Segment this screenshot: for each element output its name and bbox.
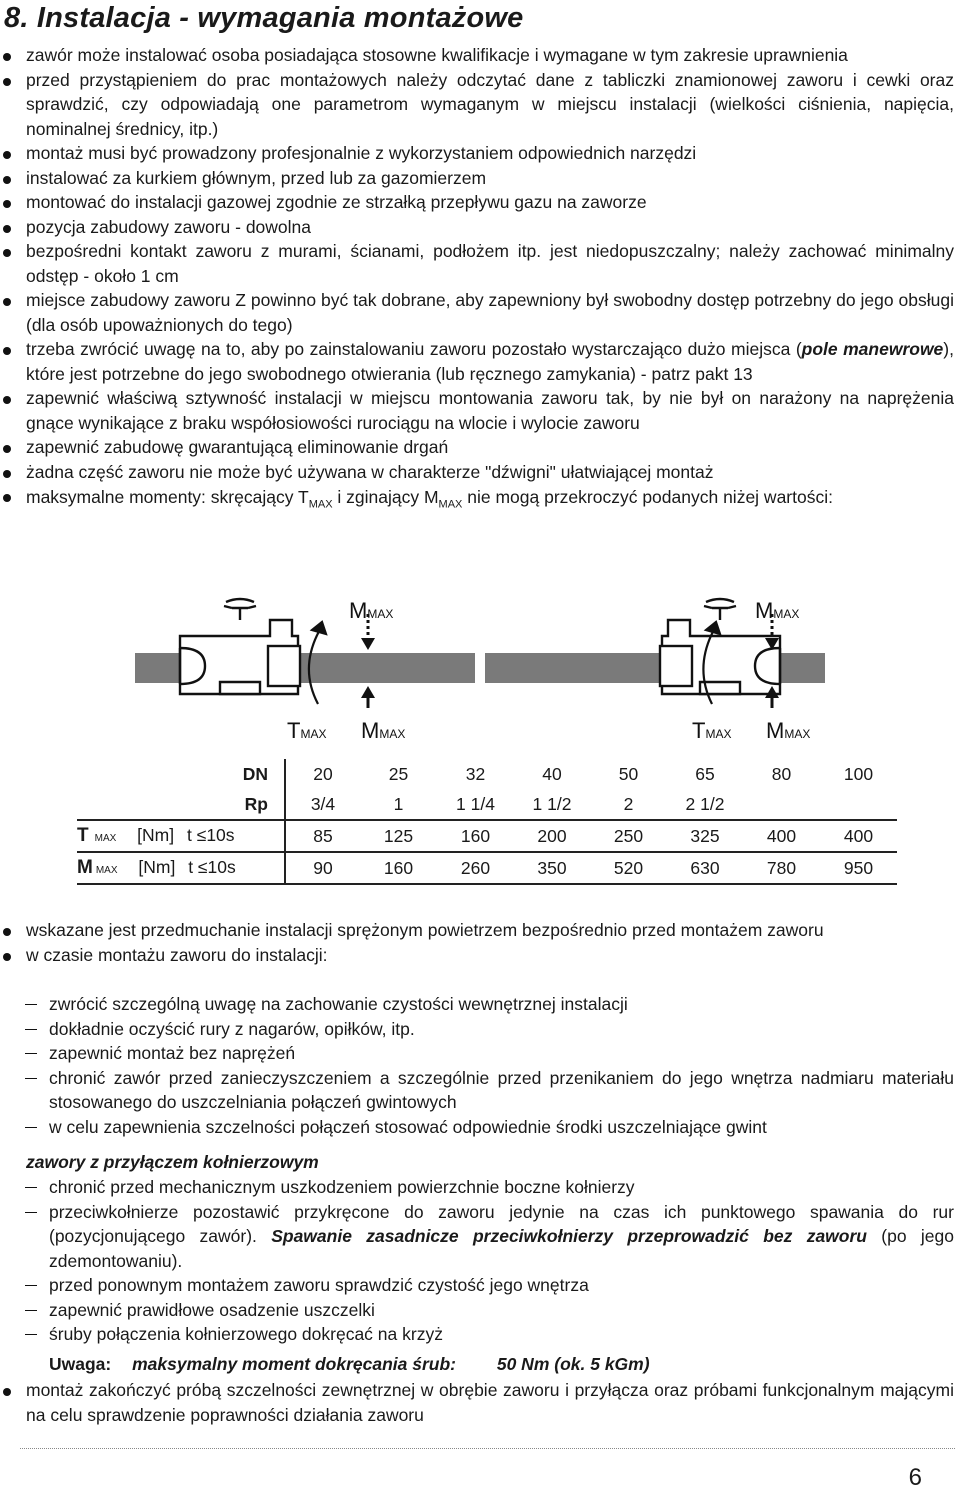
label-m-top-left: MMAX bbox=[349, 598, 394, 623]
flanged-dash-list bbox=[0, 1175, 960, 1347]
list-item: zapewnić zabudowę gwarantującą eliminowanie drgań bbox=[0, 435, 960, 460]
list-item: wskazane jest przedmuchanie instalacji sprężonym powietrzem bezpośrednio przed montażem zaworu bbox=[0, 918, 960, 943]
dash-item: chronić przed mechanicznym uszkodzeniem powierzchnie boczne kołnierzy bbox=[0, 1175, 960, 1200]
list-item: maksymalne momenty: skręcający $T_{MAX}$ i zginający $M_{MAX}$ nie mogą przekroczyć podanych niżej wartości: bbox=[0, 484, 960, 519]
label-m-bottom-right: MMAX bbox=[766, 718, 811, 743]
flanged-valves-heading: zawory z przyłączem kołnierzowym bbox=[26, 1152, 319, 1172]
label-m-bottom-left: MMAX bbox=[361, 718, 406, 743]
dash-item: dokładnie oczyścić rury z nagarów, opiłków, itp. bbox=[0, 1017, 960, 1042]
list-item: miejsce zabudowy zaworu Z powinno być tak dobrane, aby zapewniony był swobodny dostęp potrzebny do jego obsługi (dla osób upoważnionych do tego) bbox=[0, 288, 960, 337]
list-item: żadna część zaworu nie może być używana w charakterze "dźwigni" ułatwiającej montaż bbox=[0, 460, 960, 485]
table-row-dn: DN 20 25 32 40 50 65 80 100 bbox=[77, 759, 897, 789]
mounting-list bbox=[0, 918, 960, 967]
list-item: trzeba zwrócić uwagę na to, aby po zainstalowaniu zaworu pozostało wystarczająco dużo miejsca (pole manewrowe), które jest potrzebne do jego swobodnego otwierania (lub ręcznego zamykania) - patrz pakt 13 bbox=[0, 337, 960, 386]
dash-item: zapewnić montaż bez naprężeń bbox=[0, 1041, 960, 1066]
section-title: 8. Instalacja - wymagania montażowe bbox=[4, 2, 524, 34]
table-row-mmax: M MAX [Nm] t ≤10s 90 160 260 350 520 630 780 950 bbox=[77, 852, 897, 884]
note-value: 50 Nm (ok. 5 kGm) bbox=[496, 1354, 650, 1374]
torque-note bbox=[49, 1352, 650, 1377]
max-moments-table bbox=[77, 759, 897, 885]
footer-divider bbox=[20, 1448, 955, 1449]
label-t-left: TMAX bbox=[287, 718, 327, 743]
welding-warning: Spawanie zasadnicze przeciwkołnierzy przeprowadzić bez zaworu bbox=[271, 1226, 867, 1246]
list-item: bezpośredni kontakt zaworu z murami, ścianami, podłożem itp. jest niedopuszczalny; należy zachować minimalny odstęp - około 1 cm bbox=[0, 239, 960, 288]
dash-item: przeciwkołnierze pozostawić przykręcone do zaworu jedynie na czas ich punktowego spawania do rur (pozycjonującego zawór). Spawanie zasadnicze przeciwkołnierzy przeprowadzić bez zaworu (po jego zdemontowaniu). bbox=[0, 1200, 960, 1274]
dash-item: przed ponownym montażem zaworu sprawdzić czystość jego wnętrza bbox=[0, 1273, 960, 1298]
list-item: zawór może instalować osoba posiadająca stosowne kwalifikacje i wymagane w tym zakresie uprawnienia bbox=[0, 43, 960, 68]
mounting-dash-list bbox=[0, 992, 960, 1139]
maneuver-field-term: pole manewrowe bbox=[801, 339, 944, 359]
list-item: montaż zakończyć próbą szczelności zewnętrznej w obrębie zaworu i przyłącza oraz próbami funkcjonalnym mającymi na celu sprawdzenie poprawności działania zaworu bbox=[0, 1378, 960, 1427]
dash-item: śruby połączenia kołnierzowego dokręcać na krzyż bbox=[0, 1322, 960, 1347]
label-t-right: TMAX bbox=[692, 718, 732, 743]
note-label: Uwaga: bbox=[49, 1354, 112, 1374]
table-row-rp: Rp 3/4 1 1 1/4 1 1/2 2 2 1/2 bbox=[77, 789, 897, 820]
list-item: przed przystąpieniem do prac montażowych należy odczytać dane z tabliczki znamionowej zaworu i cewki oraz sprawdzić, czy odpowiadają one parametrom wymaganym w miejscu instalacji (wielkości ciśnienia, napięcia, nominalnej średnicy, itp.) bbox=[0, 68, 960, 142]
list-item: instalować za kurkiem głównym, przed lub za gazomierzem bbox=[0, 166, 960, 191]
list-item: montować do instalacji gazowej zgodnie ze strzałką przepływu gazu na zaworze bbox=[0, 190, 960, 215]
page-number: 6 bbox=[908, 1464, 922, 1491]
dash-item: chronić zawór przed zanieczyszczeniem a szczególnie przed przenikaniem do jego wnętrza nadmiaru materiału stosowanego do uszczelniania połączeń gwintowych bbox=[0, 1066, 960, 1115]
list-item: montaż musi być prowadzony profesjonalnie z wykorzystaniem odpowiednich narzędzi bbox=[0, 141, 960, 166]
list-item: zapewnić właściwą sztywność instalacji w miejscu montowania zaworu tak, by nie był on narażony na naprężenia gnące wynikające z braku współosiowości rurociągu na wlocie i wylocie zaworu bbox=[0, 386, 960, 435]
final-list bbox=[0, 1378, 960, 1427]
valve-left-drawing bbox=[135, 599, 475, 694]
note-text: maksymalny moment dokręcania śrub: bbox=[132, 1354, 456, 1374]
list-item: pozycja zabudowy zaworu - dowolna bbox=[0, 215, 960, 240]
valve-moments-diagram bbox=[0, 586, 960, 746]
table-row-tmax: T MAX [Nm] t ≤10s 85 125 160 200 250 325 400 400 bbox=[77, 820, 897, 852]
list-item: w czasie montażu zaworu do instalacji: bbox=[0, 943, 960, 968]
dash-item: w celu zapewnienia szczelności połączeń stosować odpowiednie środki uszczelniające gwint bbox=[0, 1115, 960, 1140]
dash-item: zapewnić prawidłowe osadzenie uszczelki bbox=[0, 1298, 960, 1323]
requirements-list bbox=[0, 43, 960, 519]
dash-item: zwrócić szczególną uwagę na zachowanie czystości wewnętrznej instalacji bbox=[0, 992, 960, 1017]
label-m-top-right: MMAX bbox=[755, 598, 800, 623]
